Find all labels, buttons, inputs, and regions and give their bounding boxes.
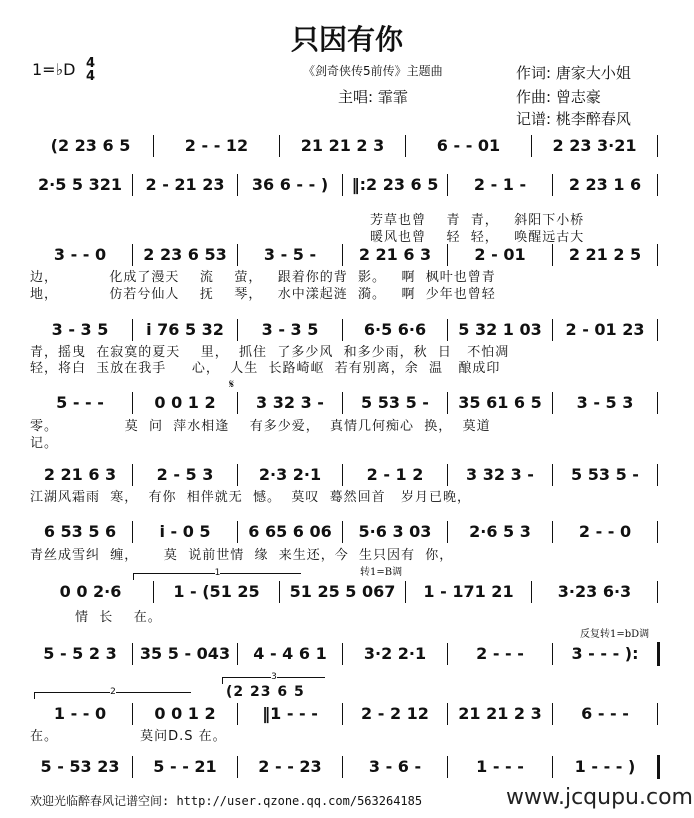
measure: 5 - - -	[56, 393, 104, 412]
lyric-line: 情 长 在。	[75, 610, 162, 625]
lyric-line: 记。	[30, 436, 59, 451]
notation-row	[30, 464, 660, 486]
bar-line	[447, 174, 448, 196]
measure: 2 - - 12	[184, 136, 249, 155]
footer-text: 欢迎光临醉春风记谱空间: http://user.qzone.qq.com/563264185	[30, 794, 423, 808]
measure: 2·3 2·1	[258, 465, 322, 484]
measure: 6 - - -	[581, 704, 629, 723]
measure: 1 - - 0	[53, 704, 107, 723]
bar-line	[447, 703, 448, 725]
bar-line	[132, 756, 133, 778]
measure: 1 - (51 25	[173, 582, 260, 601]
bar-line	[531, 581, 532, 603]
measure: 5 - 5 2 3	[43, 644, 117, 663]
key-change-note: 反复转1=bD调	[580, 629, 650, 640]
measure: 2 21 6 3	[358, 245, 432, 264]
lyric-line: 在。 莫问D.S 在。	[30, 729, 227, 744]
measure: 6 53 5 6	[43, 522, 117, 541]
bar-line	[342, 464, 343, 486]
lyric-line: 轻，将白 玉放在我手 心， 人生 长路崎岖 若有别离，余 温 酿成印	[30, 361, 501, 376]
segno-icon: 𝄋	[229, 377, 235, 391]
measure: 2 - - 0	[578, 522, 632, 541]
measure: ‖1 - - -	[262, 704, 318, 723]
bar-line	[237, 244, 238, 266]
bar-line	[342, 643, 343, 665]
measure: 1 - - - )	[574, 757, 636, 776]
bar-line	[657, 392, 658, 414]
bar-line	[132, 392, 133, 414]
lyric-line: 暖风也曾 轻 轻， 唤醒远古大	[370, 230, 585, 245]
bar-line	[552, 703, 553, 725]
measure: 3·2 2·1	[363, 644, 427, 663]
bar-line	[342, 392, 343, 414]
notation-row	[30, 581, 660, 603]
measure: 3 - 5 -	[263, 245, 317, 264]
bar-line	[552, 643, 553, 665]
measure: 36 6 - - )	[251, 175, 329, 194]
bar-line	[447, 244, 448, 266]
measure: i 76 5 32	[146, 320, 224, 339]
volta-number: 3	[271, 672, 277, 682]
measure: 6 65 6 06	[248, 522, 332, 541]
measure: 2 23 1 6	[568, 175, 642, 194]
measure: 2 - - 23	[258, 757, 322, 776]
bar-line	[132, 521, 133, 543]
lyric-line: 青丝成雪纠 缠， 莫 说前世情 缘 来生还，今 生只因有 你，	[30, 548, 454, 563]
lyric-line: 青，摇曳 在寂寞的夏天 里， 抓住 了多少风 和多少雨，秋 日 不怕凋	[30, 345, 510, 360]
notation-row	[30, 392, 660, 414]
measure: 3 - 6 -	[368, 757, 422, 776]
measure: 2 21 6 3	[43, 465, 117, 484]
bar-line	[657, 135, 658, 157]
lyric-line: 边， 化成了漫天 流 萤， 跟着你的背 影。 啊 枫叶也曾青	[30, 270, 496, 285]
bar-line	[552, 244, 553, 266]
composer: 作曲: 曾志豪	[516, 88, 601, 106]
bar-line	[657, 244, 658, 266]
bar-line	[447, 643, 448, 665]
bar-line	[279, 135, 280, 157]
bar-line	[552, 392, 553, 414]
measure: 3·23 6·3	[557, 582, 632, 601]
bar-line	[342, 521, 343, 543]
bar-line	[132, 643, 133, 665]
bar-line	[552, 319, 553, 341]
bar-line	[405, 135, 406, 157]
song-title: 只因有你	[290, 23, 403, 56]
measure: 2·5 5 321	[37, 175, 122, 194]
bar-line	[447, 521, 448, 543]
bar-line	[342, 703, 343, 725]
bar-line	[237, 174, 238, 196]
measure: 4 - 4 6 1	[253, 644, 327, 663]
measure: 2 21 2 5	[568, 245, 642, 264]
notation-row	[30, 643, 660, 665]
key-signature: 1=♭D	[32, 60, 76, 79]
measure: 0 0 2·6	[59, 582, 122, 601]
measure: 0 0 1 2	[154, 704, 216, 723]
bar-line	[657, 319, 658, 341]
volta-number: 1	[214, 568, 221, 578]
measure: 5·6 3 03	[358, 522, 432, 541]
bar-line	[342, 756, 343, 778]
measure: 2 - 5 3	[156, 465, 214, 484]
lyric-line: 江湖风霜雨 寒， 有你 相伴就无 憾。 莫叹 蓦然回首 岁月已晚，	[30, 490, 471, 505]
bar-line	[132, 174, 133, 196]
measure: 21 21 2 3	[458, 704, 542, 723]
end-bar-line	[657, 642, 660, 666]
measure: 2 - 01 23	[565, 320, 645, 339]
bar-line	[552, 756, 553, 778]
measure: 5 53 5 -	[571, 465, 639, 484]
bar-line	[405, 581, 406, 603]
end-bar-line	[657, 755, 660, 779]
measure: 3 32 3 -	[466, 465, 534, 484]
measure: 3 - 5 3	[576, 393, 634, 412]
bar-line	[237, 521, 238, 543]
bar-line	[279, 581, 280, 603]
measure: (2 23 6 5	[50, 136, 131, 155]
notation-row	[30, 756, 660, 778]
measure: 35 61 6 5	[458, 393, 542, 412]
bar-line	[552, 174, 553, 196]
bar-line	[447, 756, 448, 778]
bar-line	[657, 464, 658, 486]
measure: 2 - 2 12	[361, 704, 429, 723]
bar-line	[342, 174, 343, 196]
measure: i - 0 5	[159, 522, 211, 541]
measure: 5 53 5 -	[361, 393, 429, 412]
bar-line	[447, 392, 448, 414]
bar-line	[657, 521, 658, 543]
measure: 35 5 - 043	[139, 644, 231, 663]
lyricist: 作词: 唐家大小姐	[516, 64, 631, 82]
measure: 3 - - 0	[53, 245, 107, 264]
measure: 3 - 3 5	[51, 320, 109, 339]
time-top: 4	[86, 56, 96, 71]
volta-bracket	[34, 687, 191, 699]
subtitle: 《剑奇侠传5前传》主题曲	[303, 64, 443, 78]
bar-line	[342, 244, 343, 266]
volta-bracket	[222, 672, 325, 684]
measure: 1 - - -	[476, 757, 524, 776]
measure: 2 - 1 -	[473, 175, 527, 194]
measure: 2 - - -	[476, 644, 524, 663]
watermark: www.jcqupu.com	[506, 785, 693, 810]
bar-line	[132, 244, 133, 266]
measure: ‖:2 23 6 5	[351, 175, 439, 194]
measure: 0 0 1 2	[154, 393, 216, 412]
measure: 51 25 5 067	[289, 582, 396, 601]
notation-row	[30, 319, 660, 341]
measure: 2 - 1 2	[366, 465, 424, 484]
measure: 5 32 1 03	[458, 320, 542, 339]
notation-row	[30, 521, 660, 543]
bar-line	[657, 581, 658, 603]
bar-line	[657, 703, 658, 725]
measure: 2 23 3·21	[552, 136, 637, 155]
lyric-line: 芳草也曾 青 青， 斜阳下小桥	[370, 213, 585, 228]
bar-line	[657, 174, 658, 196]
measure: 21 21 2 3	[300, 136, 385, 155]
bar-line	[237, 464, 238, 486]
bar-line	[552, 464, 553, 486]
measure: 2 23 6 53	[143, 245, 227, 264]
measure: 2·6 5 3	[469, 522, 531, 541]
bar-line	[132, 703, 133, 725]
notation-row	[30, 703, 660, 725]
measure: 5 - 53 23	[40, 757, 120, 776]
singer: 主唱: 霏霏	[338, 88, 408, 106]
measure: 3 32 3 -	[256, 393, 324, 412]
measure: 2 - 21 23	[145, 175, 225, 194]
notation-row	[30, 174, 660, 196]
volta-number: 2	[110, 687, 116, 697]
notation-row	[30, 135, 660, 157]
bar-line	[132, 319, 133, 341]
lyric-line: 地， 仿若兮仙人 抚 琴， 水中漾起涟 漪。 啊 少年也曾轻	[30, 287, 496, 302]
bar-line	[237, 643, 238, 665]
bar-line	[153, 135, 154, 157]
volta-bracket	[133, 568, 301, 580]
time-bottom: 4	[86, 69, 96, 84]
time-signature	[86, 57, 95, 83]
bar-line	[237, 703, 238, 725]
measure: 6 - - 01	[436, 136, 501, 155]
bar-line	[342, 319, 343, 341]
measure: 3 - 3 5	[261, 320, 319, 339]
measure: 1 - 171 21	[423, 582, 514, 601]
bar-line	[447, 464, 448, 486]
bar-line	[237, 756, 238, 778]
coda-intro-notes: (2 23 6 5	[226, 684, 305, 700]
bar-line	[531, 135, 532, 157]
bar-line	[552, 521, 553, 543]
measure: 5 - - 21	[153, 757, 217, 776]
measure: 3 - - - ):	[571, 644, 639, 663]
key-change-note: 转1=B调	[360, 567, 403, 578]
bar-line	[132, 464, 133, 486]
transcriber: 记谱: 桃李醉春风	[516, 110, 631, 128]
bar-line	[447, 319, 448, 341]
lyric-line: 零。 莫 问 萍水相逢 有多少爱， 真情几何痴心 换， 莫道	[30, 419, 491, 434]
measure: 2 - 01	[474, 245, 526, 264]
bar-line	[153, 581, 154, 603]
bar-line	[237, 319, 238, 341]
bar-line	[237, 392, 238, 414]
measure: 6·5 6·6	[363, 320, 427, 339]
notation-row	[30, 244, 660, 266]
